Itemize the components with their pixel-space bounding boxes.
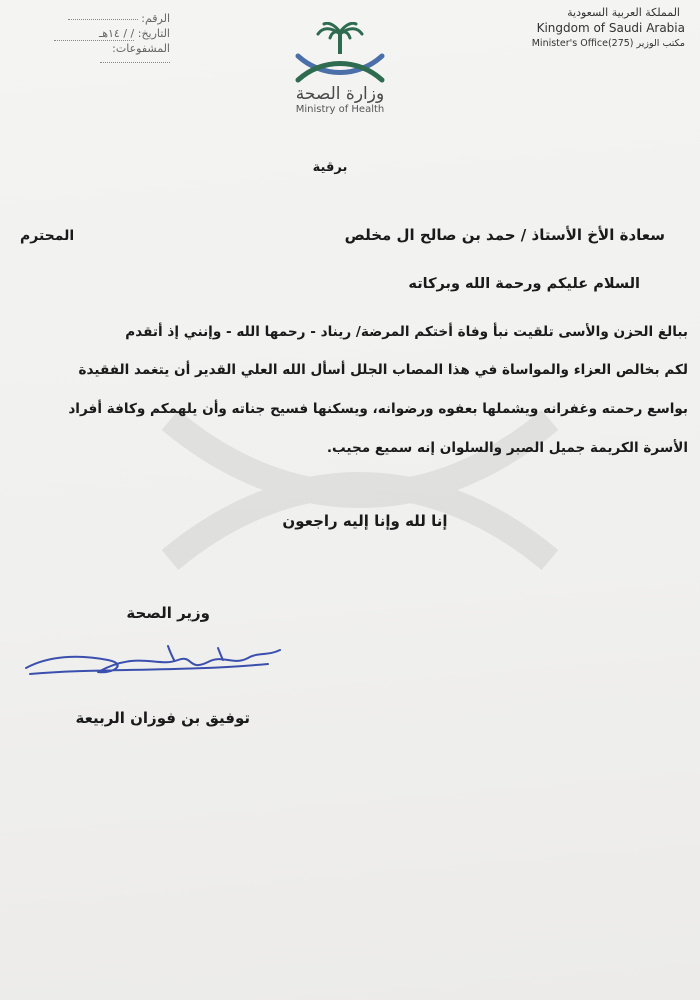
body-line: لكم بخالص العزاء والمواساة في هذا المصاب الجلل أسأل الله العلي القدير أن يتغمد الفقيدة <box>78 362 688 378</box>
reference-number-label: الرقم <box>144 12 170 25</box>
letter-type: برقية <box>312 160 348 175</box>
ministry-name-english: Ministry of Health <box>295 104 385 115</box>
reference-date: التاريخ: / / ١٤هـ <box>20 27 170 41</box>
body-line: ببالغ الحزن والأسى تلقيت نبأ وفاة أختكم المرضة/ ريناد - رحمها الله - وإنني إذ أتقدم <box>125 324 688 340</box>
signatory-name: توفيق بن فوزان الربيعة <box>75 709 250 727</box>
reference-date-value: / / ١٤هـ <box>54 27 134 41</box>
recipient-honorific: المحترم <box>20 228 75 244</box>
signature <box>18 638 288 686</box>
kingdom-english: Kingdom of Saudi Arabia <box>536 21 685 35</box>
signatory-title: وزير الصحة <box>126 604 210 622</box>
reference-date-label: التاريخ <box>141 27 170 40</box>
kingdom-arabic: المملكة العربية السعودية <box>567 6 680 19</box>
ministry-name-arabic: وزارة الصحة <box>295 84 385 104</box>
body-line: بواسع رحمته وغفرانه ويشملها بعفوه ورضوانه، ويسكنها فسيح جناته وأن يلهمكم وكافة أفراد <box>68 401 688 417</box>
reference-attachments-label: المشفوعات <box>115 42 170 55</box>
reference-attachments: المشفوعات: <box>40 42 170 68</box>
reference-number: الرقم: <box>40 12 170 25</box>
body-line: الأسرة الكريمة جميل الصبر والسلوان إنه سميع مجيب. <box>326 440 688 456</box>
ministry-watermark <box>150 360 570 620</box>
ministers-office-line: Minister's Office(275) مكتب الوزير <box>531 38 685 49</box>
closing-verse: إنا لله وإنا إليه راجعون <box>282 512 448 530</box>
recipient: سعادة الأخ الأستاذ / حمد بن صالح ال مخلص <box>344 226 665 244</box>
greeting: السلام عليكم ورحمة الله وبركاته <box>408 276 640 292</box>
ministry-logo-icon <box>292 22 388 84</box>
